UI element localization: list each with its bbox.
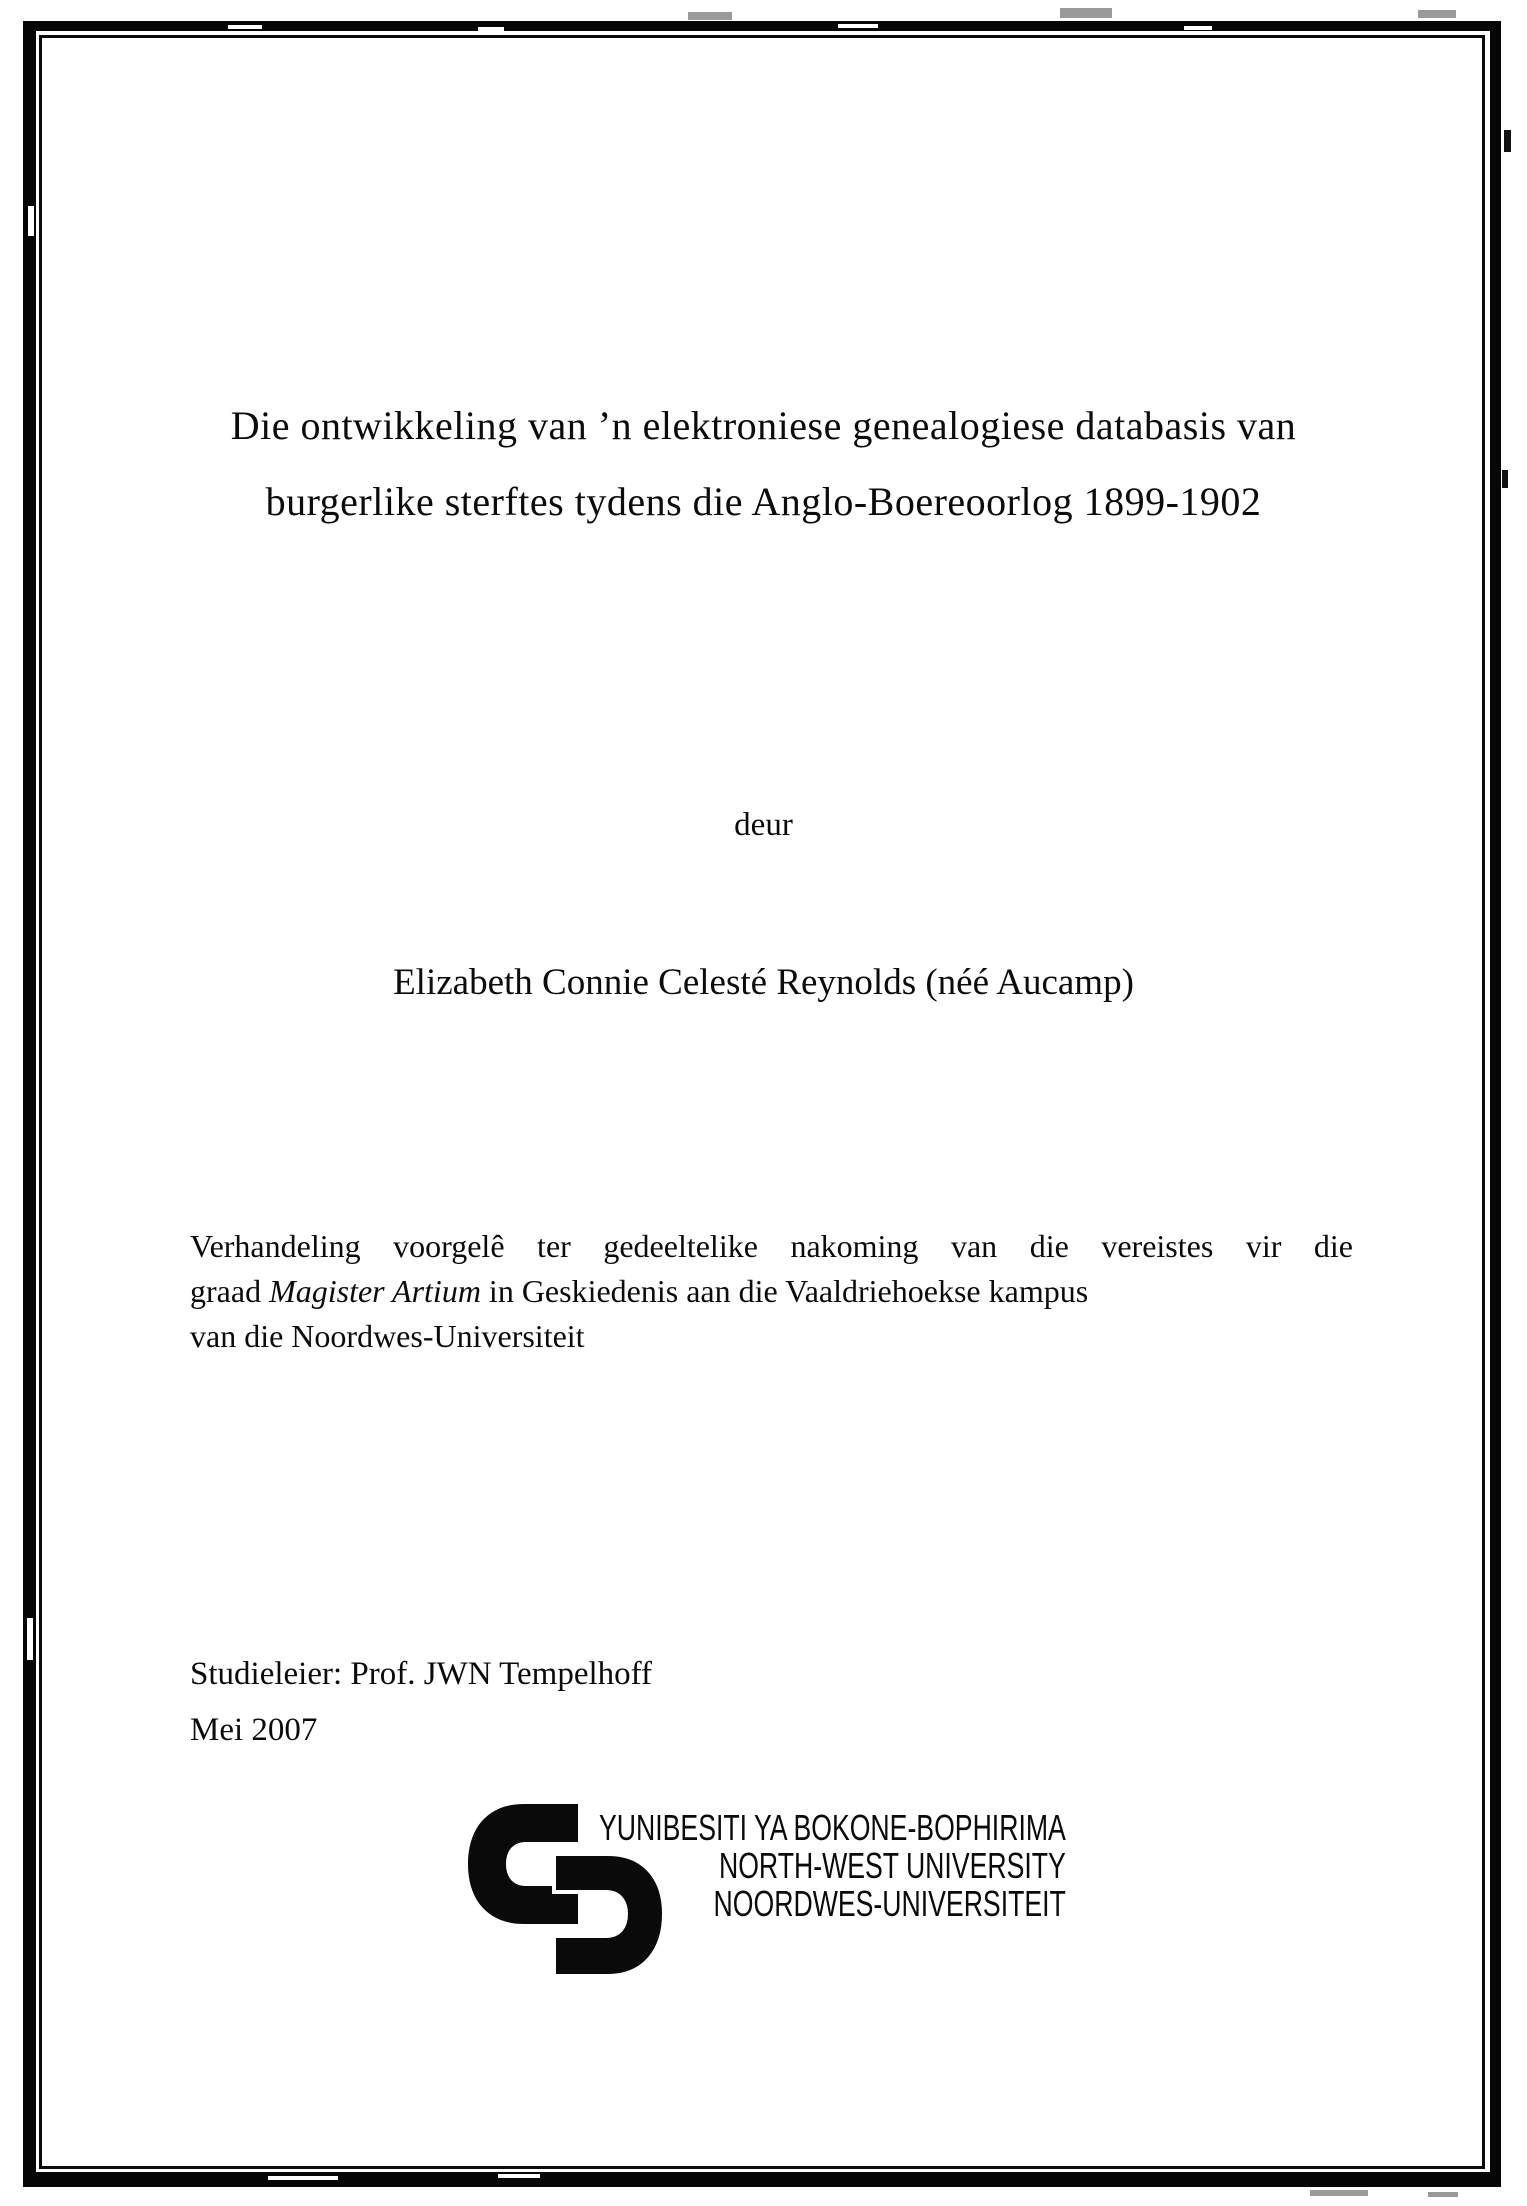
supervisor-block <box>190 1646 652 1758</box>
university-wordmark-line3: NOORDWES-UNIVERSITEIT <box>713 1883 1066 1924</box>
scan-artifact <box>1502 470 1508 488</box>
declaration-paragraph <box>190 1224 1353 1359</box>
university-wordmark-line1: YUNIBESITI YA BOKONE-BOPHIRIMA <box>599 1807 1066 1848</box>
author-name: Elizabeth Connie Celesté Reynolds (néé Aucamp) <box>393 962 1134 1003</box>
declaration-line2 <box>190 1269 1353 1314</box>
declaration-line2-prefix: graad <box>190 1273 270 1309</box>
degree-name: Magister Artium <box>269 1273 481 1309</box>
university-wordmark <box>599 1809 1066 1923</box>
scan-artifact <box>498 2174 540 2178</box>
thesis-title <box>120 388 1407 540</box>
supervisor-line: Studieleier: Prof. JWN Tempelhoff <box>190 1656 653 1692</box>
scan-artifact <box>478 27 504 31</box>
scan-artifact <box>1060 8 1112 18</box>
scan-artifact <box>268 2176 338 2180</box>
scan-artifact <box>27 1618 33 1660</box>
date-line: Mei 2007 <box>190 1712 318 1748</box>
scan-artifact <box>228 25 262 29</box>
scan-artifact <box>1418 10 1456 18</box>
scan-artifact <box>1184 26 1212 30</box>
scan-artifact <box>1428 2192 1458 2197</box>
scan-artifact <box>28 206 34 236</box>
thesis-title-line1: Die ontwikkeling van ’n elektroniese genealogiese databasis van <box>230 403 1297 448</box>
scan-artifact <box>688 12 732 20</box>
thesis-title-line2: burgerlike sterftes tydens die Anglo-Boereoorlog 1899-1902 <box>265 479 1262 524</box>
scan-artifact <box>1310 2190 1368 2196</box>
university-wordmark-line2: NORTH-WEST UNIVERSITY <box>719 1845 1066 1886</box>
scan-artifact <box>1504 130 1511 152</box>
declaration-line2-suffix: in Geskiedenis aan die Vaaldriehoekse kampus <box>480 1273 1089 1309</box>
byline: deur <box>734 807 793 843</box>
declaration-line1: Verhandeling voorgelê ter gedeeltelike nakoming van die vereistes vir die <box>190 1228 1353 1264</box>
scan-artifact <box>838 24 878 28</box>
declaration-line3: van die Noordwes-Universiteit <box>190 1318 585 1354</box>
